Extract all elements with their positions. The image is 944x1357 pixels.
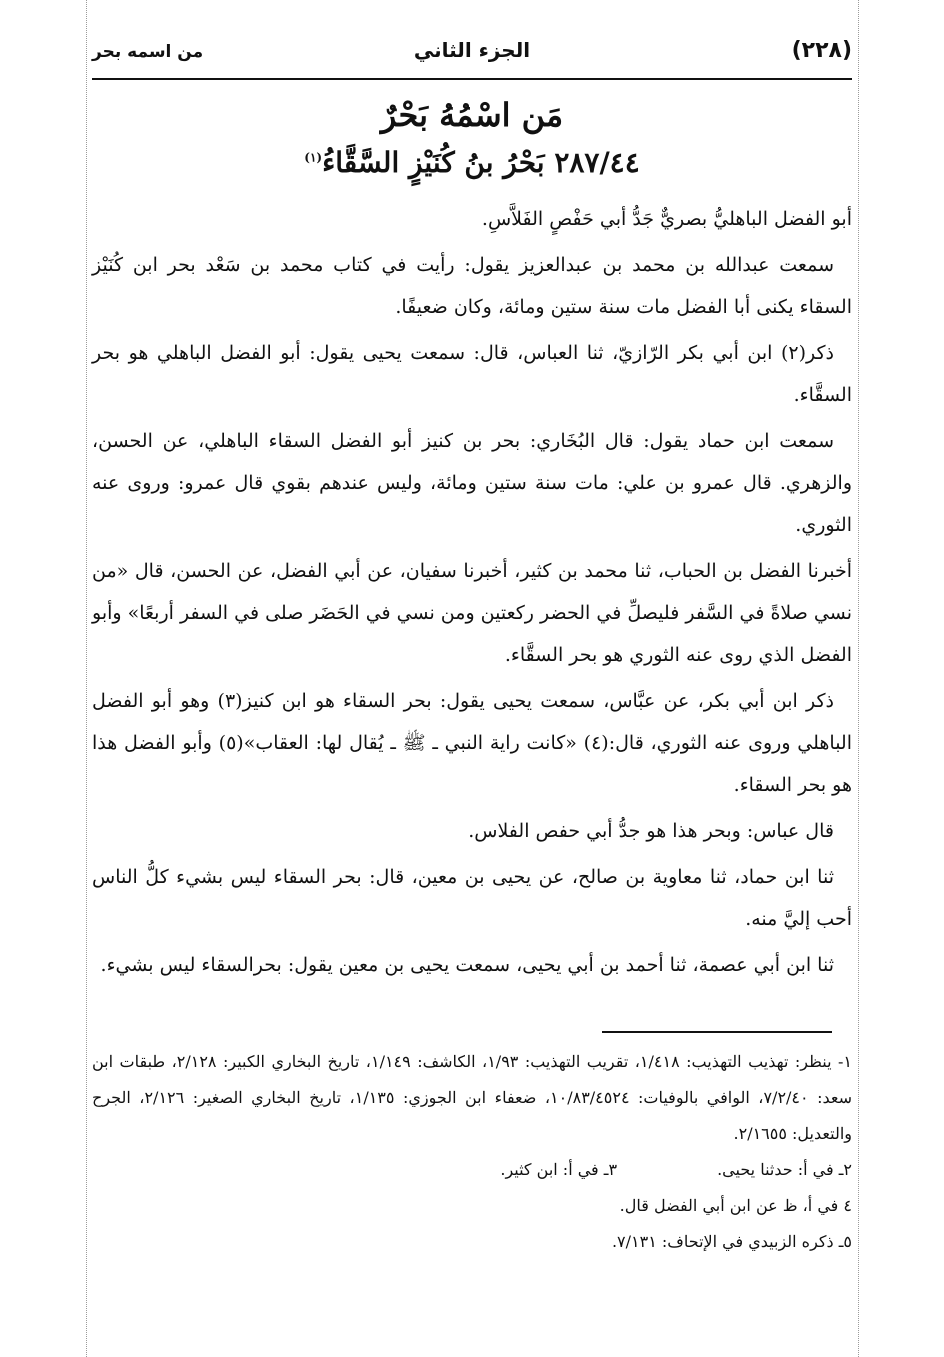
footnote-3: ٣ـ في أ: ابن كثير. — [500, 1160, 618, 1179]
paragraph-1: أبو الفضل الباهليُّ بصريٌّ جَدُّ أبي حَفْصٍ الفَلاَّسِ. — [481, 208, 852, 230]
running-header — [92, 34, 852, 78]
left-margin-guide — [86, 0, 87, 1357]
paragraph-5: أخبرنا الفضل بن الحباب، ثنا محمد بن كثير، أخبرنا سفيان، عن أبي الفضل، عن الحسن، قال «من نسي صلاةً في السَّفر فليصلِّ في الحضر ركعتين ومن نسي في الحَضَر صلى في السفر أربعًا» وأبو الفضل الذي روى عنه الثوري هو بحر السقَّاء. — [92, 560, 852, 666]
entry-body — [92, 198, 852, 990]
footnote-4: ٤ في أ، ظ عن ابن أبي الفضل قال. — [619, 1196, 852, 1215]
paragraph-9: ثنا ابن أبي عصمة، ثنا أحمد بن أبي يحيى، سمعت يحيى بن معين يقول: بحرالسقاء ليس بشيء. — [100, 954, 834, 976]
footnotes — [92, 1044, 852, 1260]
chapter-title: مَن اسْمُهُ بَحْرٌ — [380, 96, 564, 134]
paragraph-4: سمعت ابن حماد يقول: قال البُخَاري: بحر بن كنيز أبو الفضل السقاء الباهلي، عن الحسن، والزهري. قال عمرو بن علي: مات سنة ستين ومائة، وليس عندهم بقوي قال عمرو: وروى عنه الثوري. — [92, 430, 852, 536]
footnote-row — [92, 1152, 852, 1188]
header-rule — [92, 78, 852, 80]
paragraph-8: ثنا ابن حماد، ثنا معاوية بن صالح، عن يحيى بن معين، قال: بحر السقاء ليس بشيء كلُّ الناس أحب إليَّ منه. — [92, 866, 852, 930]
header-page-number: (٢٢٨) — [791, 38, 852, 63]
entry-name: بَحْرُ بنُ كُنَيْزٍ السَّقَّاءُ — [322, 146, 545, 179]
book-page — [92, 0, 852, 1357]
footnote-2: ٢ـ في أ: حدثنا يحيى. — [717, 1160, 852, 1179]
entry-title — [92, 146, 852, 179]
paragraph-7: قال عباس: وبحر هذا هو جدُّ أبي حفص الفلاس. — [468, 820, 834, 842]
footnote-1: ١- ينظر: تهذيب التهذيب: ١/٤١٨، تقريب التهذيب: ١/٩٣، الكاشف: ١/١٤٩، تاريخ البخاري الكبير: ٢/١٢٨، طبقات ابن سعد: ٧/٢/٤٠، الوافي بالوفيات: ١٠/٨٣/٤٥٢٤، ضعفاء ابن الجوزي: ١/١٣٥، تاريخ البخاري الصغير: ٢/١٢٦، الجرح والتعديل: ٢/١٦٥٥. — [92, 1052, 853, 1143]
footnote-5: ٥ـ ذكره الزبيدي في الإتحاف: ٧/١٣١. — [611, 1232, 852, 1251]
header-volume: الجزء الثاني — [413, 38, 531, 62]
footnote-separator — [602, 1031, 832, 1033]
entry-number: ٢٨٧/٤٤ — [554, 146, 640, 179]
header-section-name: من اسمه بحر — [92, 42, 204, 62]
paragraph-6: ذكر ابن أبي بكر، عن عبَّاس، سمعت يحيى يقول: بحر السقاء هو ابن كنيز(٣) وهو أبو الفضل الباهلي وروى عنه الثوري، قال:(٤) «كانت راية النبي ـ ﷺ ـ يُقال لها: العقاب»(٥) وأبو الفضل هذا هو بحر السقاء. — [92, 690, 852, 796]
right-margin-guide — [858, 0, 859, 1357]
paragraph-2: سمعت عبدالله بن محمد بن عبدالعزيز يقول: رأيت في كتاب محمد بن سَعْد بحر ابن كُنَيْز السقاء يكنى أبا الفضل مات سنة ستين ومائة، وكان ضعيفًا. — [92, 254, 852, 318]
entry-footnote-ref: (١) — [304, 150, 323, 165]
paragraph-3: ذكر(٢) ابن أبي بكر الرّازيّ، ثنا العباس، قال: سمعت يحيى يقول: أبو الفضل الباهلي هو بحر السقَّاء. — [92, 342, 852, 406]
header-row — [92, 34, 852, 74]
